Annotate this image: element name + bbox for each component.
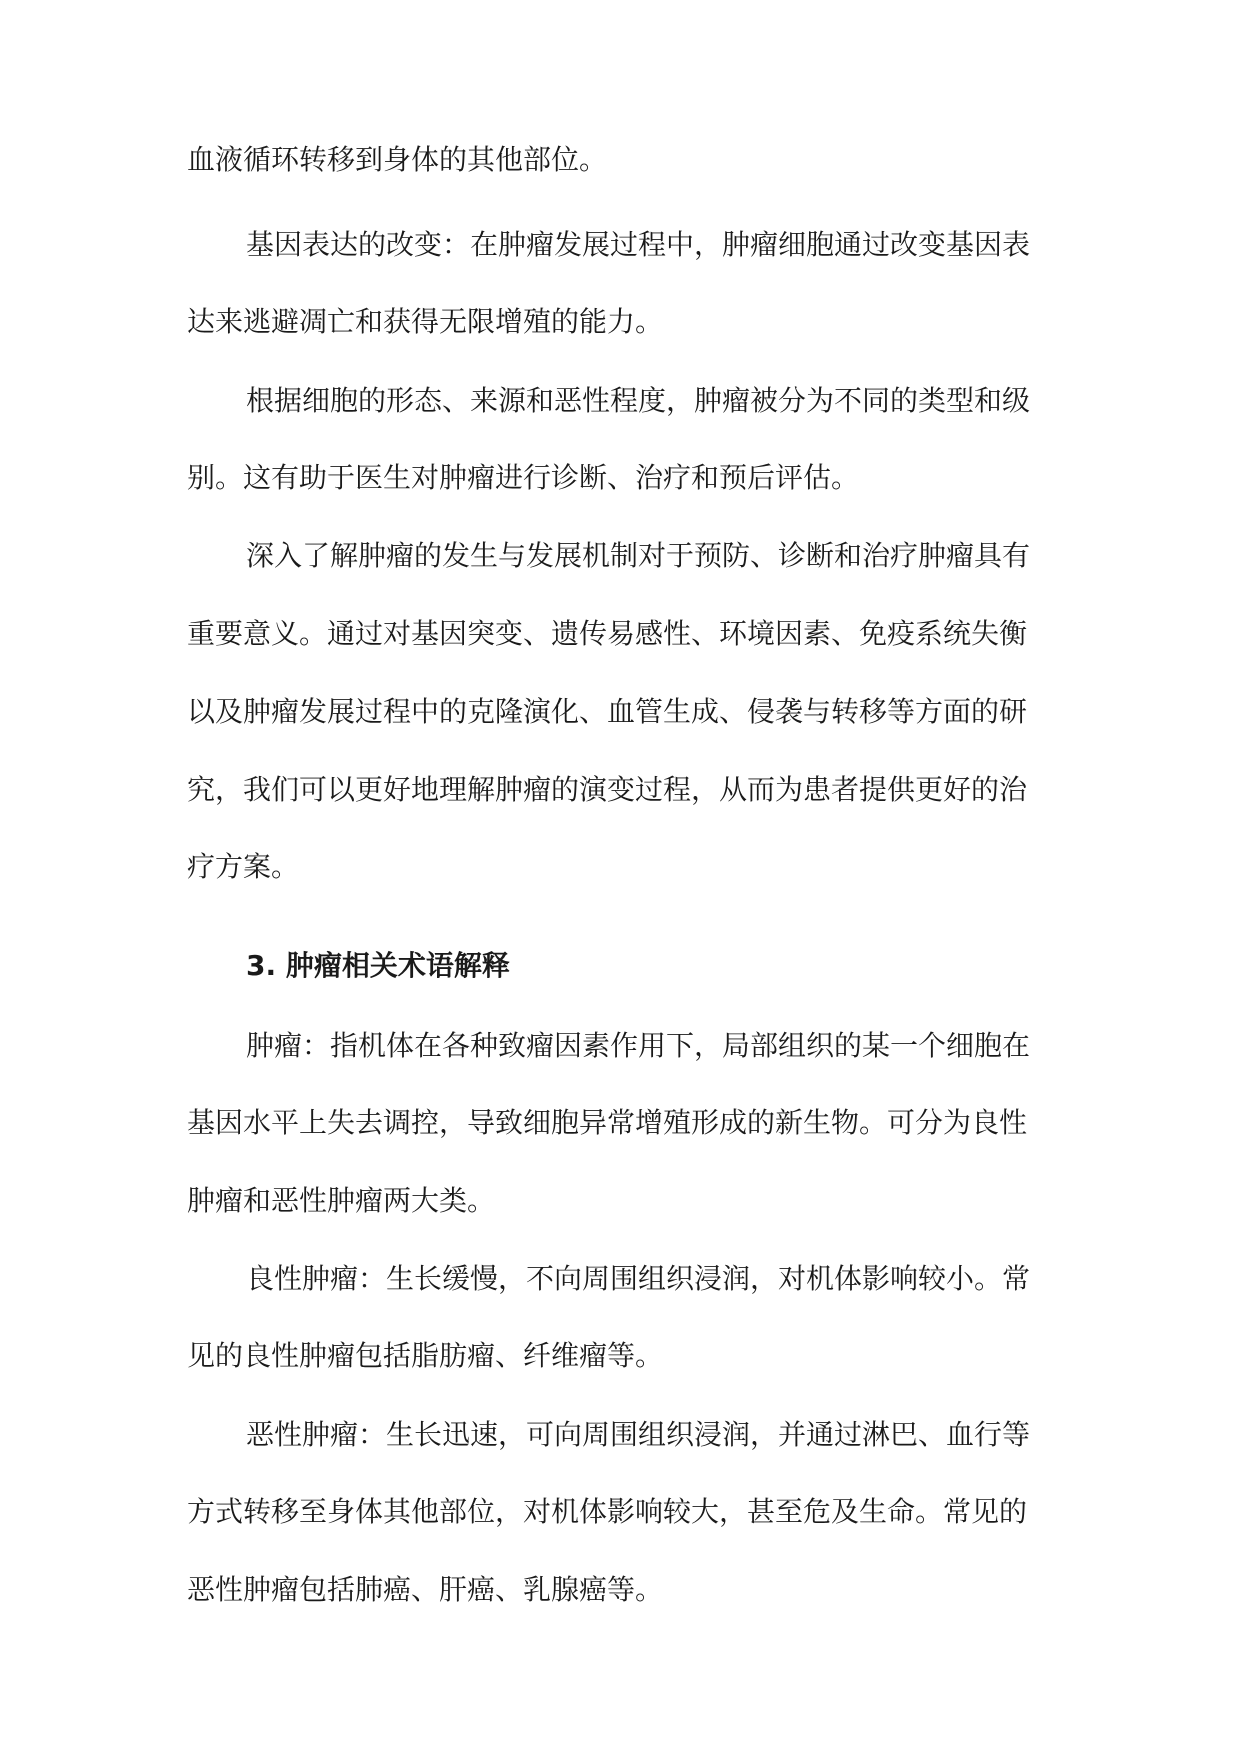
paragraph-line: 肿瘤：指机体在各种致瘤因素作用下，局部组织的某一个细胞在 [246, 1029, 1031, 1062]
section-heading: 3. 肿瘤相关术语解释 [246, 949, 510, 982]
paragraph-line: 深入了解肿瘤的发生与发展机制对于预防、诊断和治疗肿瘤具有 [246, 539, 1031, 572]
paragraph-line: 基因表达的改变：在肿瘤发展过程中，肿瘤细胞通过改变基因表 [246, 228, 1031, 261]
paragraph-line: 以及肿瘤发展过程中的克隆演化、血管生成、侵袭与转移等方面的研 [187, 695, 1028, 728]
paragraph-line: 方式转移至身体其他部位，对机体影响较大，甚至危及生命。常见的 [187, 1495, 1028, 1528]
paragraph-line: 血液循环转移到身体的其他部位。 [187, 143, 608, 176]
paragraph-line: 根据细胞的形态、来源和恶性程度，肿瘤被分为不同的类型和级 [246, 384, 1031, 417]
paragraph-line: 恶性肿瘤：生长迅速，可向周围组织浸润，并通过淋巴、血行等 [246, 1418, 1031, 1451]
paragraph-line: 究，我们可以更好地理解肿瘤的演变过程，从而为患者提供更好的治 [187, 773, 1028, 806]
paragraph-line: 基因水平上失去调控，导致细胞异常增殖形成的新生物。可分为良性 [187, 1106, 1028, 1139]
paragraph-line: 肿瘤和恶性肿瘤两大类。 [187, 1184, 496, 1217]
paragraph-line: 见的良性肿瘤包括脂肪瘤、纤维瘤等。 [187, 1339, 664, 1372]
paragraph-line: 良性肿瘤：生长缓慢，不向周围组织浸润，对机体影响较小。常 [246, 1262, 1031, 1295]
paragraph-line: 重要意义。通过对基因突变、遗传易感性、环境因素、免疫系统失衡 [187, 617, 1028, 650]
paragraph-line: 达来逃避凋亡和获得无限增殖的能力。 [187, 305, 664, 338]
paragraph-line: 别。这有助于医生对肿瘤进行诊断、治疗和预后评估。 [187, 461, 860, 494]
paragraph-line: 疗方案。 [187, 850, 300, 883]
paragraph-line: 恶性肿瘤包括肺癌、肝癌、乳腺癌等。 [187, 1573, 664, 1606]
